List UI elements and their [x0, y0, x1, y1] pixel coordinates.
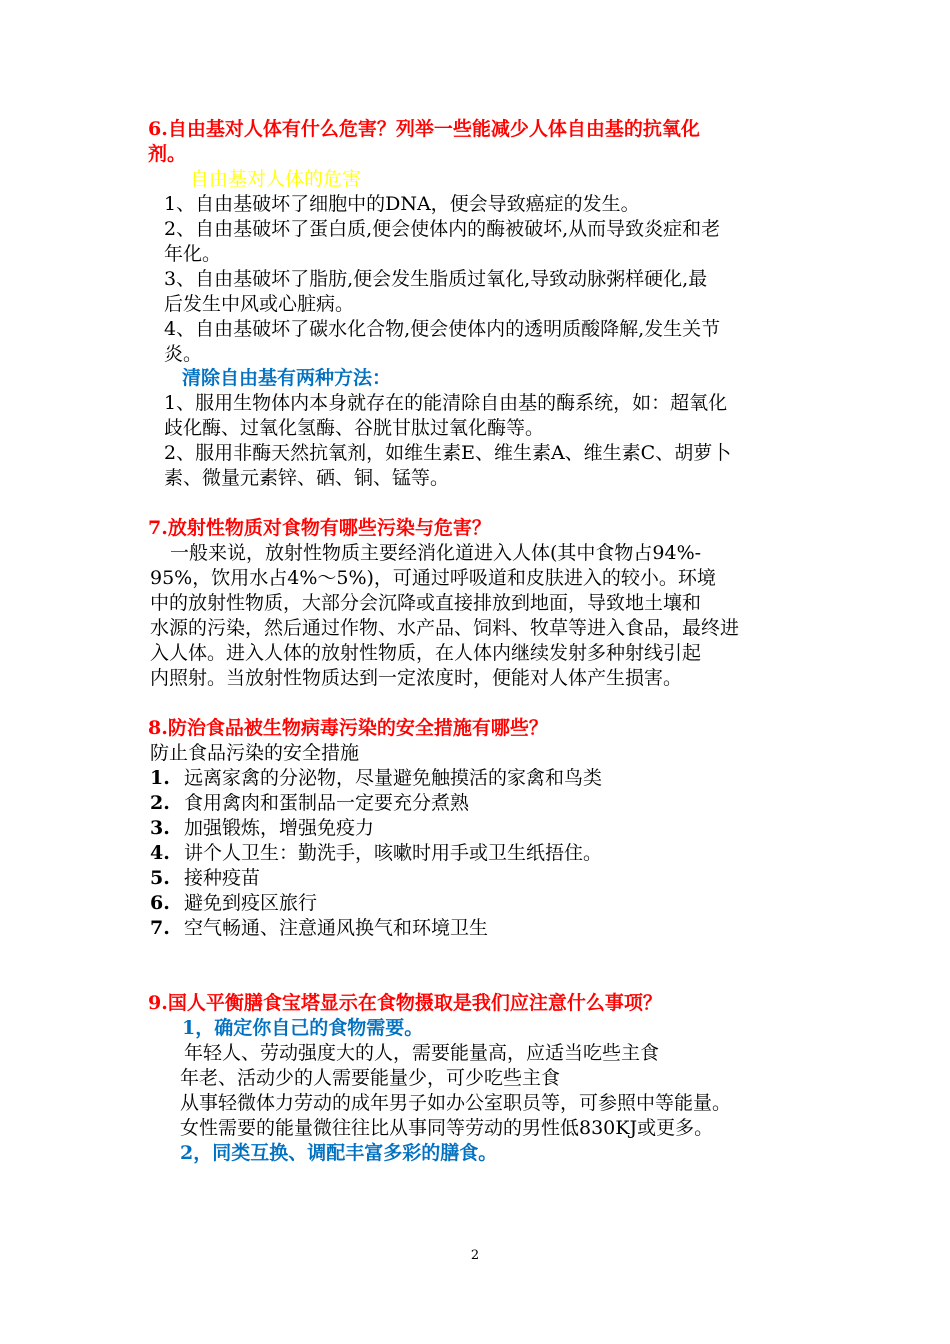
section9-line: 年轻人、劳动强度大的人，需要能量高，应适当吃些主食	[184, 1042, 660, 1064]
section7-paragraph-line: 内照射。当放射性物质达到一定浓度时，便能对人体产生损害。	[150, 667, 683, 689]
section6-methods-heading: 清除自由基有两种方法：	[182, 367, 392, 389]
section6-title-line2: 剂。	[148, 143, 187, 165]
section9-line: 从事轻微体力劳动的成年男子如办公室职员等，可参照中等能量。	[180, 1092, 732, 1114]
method-item: 歧化酶、过氧化氢酶、谷胱甘肽过氧化酶等。	[164, 417, 545, 439]
measure-item	[150, 791, 469, 815]
section9-title: 9.国人平衡膳食宝塔显示在食物摄取是我们应注意什么事项？	[148, 992, 662, 1014]
section9-line: 女性需要的能量微往往比从事同等劳动的男性低830KJ或更多。	[180, 1117, 714, 1139]
measure-text: 食用禽肉和蛋制品一定要充分煮熟	[184, 792, 470, 814]
section8-title: 8.防治食品被生物病毒污染的安全措施有哪些？	[148, 717, 548, 739]
page-number: 2	[470, 1248, 480, 1263]
section6-title-line1: 6.自由基对人体有什么危害？列举一些能减少人体自由基的抗氧化	[148, 118, 700, 140]
measure-number: 1.	[150, 767, 170, 789]
harm-item: 年化。	[164, 243, 222, 265]
section7-paragraph-line: 中的放射性物质，大部分会沉降或直接排放到地面，导致地土壤和	[150, 592, 702, 614]
harm-item: 后发生中风或心脏病。	[164, 293, 355, 315]
section7-paragraph-line: 95%，饮用水占4%～5%)，可通过呼吸道和皮肤进入的较小。环境	[150, 567, 716, 589]
measure-text: 远离家禽的分泌物，尽量避免触摸活的家禽和鸟类	[184, 767, 603, 789]
measure-item	[150, 916, 488, 940]
measure-number: 4.	[150, 842, 170, 864]
section9-line: 年老、活动少的人需要能量少，可少吃些主食	[180, 1067, 561, 1089]
harm-item: 炎。	[164, 343, 203, 365]
section8-subtitle: 防止食品污染的安全措施	[150, 742, 360, 764]
section9-point2: 2，同类互换、调配丰富多彩的膳食。	[180, 1142, 498, 1164]
measure-number: 5.	[150, 867, 170, 889]
measure-text: 接种疫苗	[184, 867, 261, 889]
measure-text: 空气畅通、注意通风换气和环境卫生	[184, 917, 489, 939]
section6-harm-heading: 自由基对人体的危害	[190, 168, 362, 190]
section7-paragraph-line: 入人体。进入人体的放射性物质，在人体内继续发射多种射线引起	[150, 642, 702, 664]
section7-paragraph-line: 水源的污染，然后通过作物、水产品、饲料、牧草等进入食品，最终进	[150, 617, 740, 639]
measure-text: 加强锻炼，增强免疫力	[184, 817, 375, 839]
measure-item	[150, 766, 602, 790]
section7-title: 7.放射性物质对食物有哪些污染与危害？	[148, 517, 491, 539]
section9-point1: 1，确定你自己的食物需要。	[182, 1017, 424, 1039]
method-item: 素、微量元素锌、硒、铜、锰等。	[164, 467, 450, 489]
measure-number: 2.	[150, 792, 170, 814]
measure-number: 7.	[150, 917, 170, 939]
harm-item: 2、自由基破坏了蛋白质,便会使体内的酶被破坏,从而导致炎症和老	[164, 218, 721, 240]
measure-text: 避免到疫区旅行	[184, 892, 318, 914]
measure-text: 讲个人卫生：勤洗手，咳嗽时用手或卫生纸捂住。	[184, 842, 603, 864]
measure-item	[150, 841, 602, 865]
harm-item: 4、自由基破坏了碳水化合物,便会使体内的透明质酸降解,发生关节	[164, 318, 721, 340]
harm-item: 1、自由基破坏了细胞中的DNA，便会导致癌症的发生。	[164, 193, 640, 215]
harm-item: 3、自由基破坏了脂肪,便会发生脂质过氧化,导致动脉粥样硬化,最	[164, 268, 708, 290]
measure-item	[150, 816, 374, 840]
method-item: 1、服用生物体内本身就存在的能清除自由基的酶系统，如：超氧化	[164, 392, 728, 414]
measure-item	[150, 866, 260, 890]
measure-number: 3.	[150, 817, 170, 839]
measure-number: 6.	[150, 892, 170, 914]
section7-paragraph-line: 一般来说，放射性物质主要经消化道进入人体(其中食物占94%-	[170, 542, 702, 564]
measure-item	[150, 891, 317, 915]
method-item: 2、服用非酶天然抗氧剂，如维生素E、维生素A、维生素C、胡萝卜	[164, 442, 732, 464]
